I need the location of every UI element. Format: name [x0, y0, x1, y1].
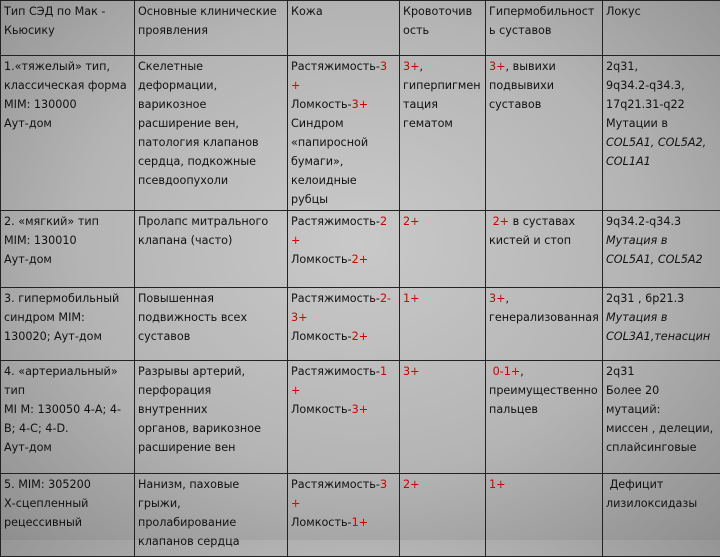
table-row [1, 211, 720, 288]
skin-cell: Растяжимость-3+ Ломкость-1+ [288, 474, 400, 557]
hypermobility-cell: 0-1+, преимущественно пальцев [486, 361, 603, 474]
header-hypermobility: Гипермобильност ь суставов [486, 1, 603, 56]
clinical-cell: Нанизм, паховые грыжи, пролабирование клапанов сердца [135, 474, 288, 557]
header-skin: Кожа [288, 1, 400, 56]
stretch-grade: 3+ [291, 478, 387, 510]
table-row [1, 361, 720, 474]
stretch-grade: 2+ [291, 215, 387, 247]
header-locus: Локус [603, 1, 720, 56]
bleeding-cell [400, 211, 486, 288]
header-bleeding: Кровоточив ость [400, 1, 486, 56]
bleeding-grade: 3+ [403, 60, 420, 73]
hypermobility-grade: 3+ [489, 60, 506, 73]
hypermobility-grade: 2+ [493, 215, 510, 228]
skin-cell: Растяжимость-2+ Ломкость-2+ [288, 211, 400, 288]
header-type: Тип СЭД по Мак - Кьюсику [1, 1, 135, 56]
bleeding-cell [400, 474, 486, 557]
bleeding-grade: 2+ [403, 478, 420, 491]
hypermobility-grade: 1+ [489, 478, 506, 491]
bleeding-grade: 2+ [403, 215, 420, 228]
skin-cell: Растяжимость-2- 3+ Ломкость-2+ [288, 288, 400, 361]
clinical-cell: Скелетные деформации, варикозное расширение вен, патология клапанов сердца, подкожные псевдоопухоли [135, 56, 288, 211]
type-cell: 2. «мягкий» тип MIM: 130010 Аут-дом [1, 211, 135, 288]
type-cell: 3. гипермобильный синдром MIM: 130020; Аут-дом [1, 288, 135, 361]
stretch-grade: 2- [380, 292, 391, 305]
stretch-grade: 3+ [291, 60, 387, 92]
skin-cell: Растяжимость-1+ Ломкость-3+ [288, 361, 400, 474]
type-cell: 1.«тяжелый» тип, классическая форма MIM: 130000 Аут-дом [1, 56, 135, 211]
bleeding-grade: 3+ [403, 365, 420, 378]
bleeding-cell [400, 361, 486, 474]
bleeding-cell [400, 288, 486, 361]
locus-cell: 9q34.2-q34.3 Мутация в COL5A1, COL5A2 [603, 211, 720, 288]
clinical-cell: Разрывы артерий, перфорация внутренних органов, варикозное расширение вен [135, 361, 288, 474]
fragility-grade: 3+ [352, 403, 369, 416]
skin-cell: Растяжимость-3+ Ломкость-3+ Синдром «папиросной бумаги», келоидные рубцы [288, 56, 400, 211]
clinical-cell: Пролапс митрального клапана (часто) [135, 211, 288, 288]
table-row [1, 474, 720, 557]
locus-cell: 2q31 , 6p21.3 Мутация в COL3A1,тенасцин [603, 288, 720, 361]
locus-cell: 2q31 Более 20 мутаций: миссен , делеции, сплайсинговые [603, 361, 720, 474]
fragility-grade: 3+ [352, 98, 369, 111]
hypermobility-cell: 3+, вывихи подвывихи суставов [486, 56, 603, 211]
fragility-grade: 2+ [352, 330, 369, 343]
hypermobility-grade: 0-1+ [493, 365, 521, 378]
locus-cell: Дефицит лизилоксидазы [603, 474, 720, 557]
clinical-cell: Повышенная подвижность всех суставов [135, 288, 288, 361]
type-cell: 4. «артериальный» тип MI M: 130050 4-А; 4- В; 4-С; 4-D. Аут-дом [1, 361, 135, 474]
table-row [1, 56, 720, 211]
table-row [1, 288, 720, 361]
stretch-grade-upper: 3+ [291, 311, 308, 324]
hypermobility-cell: 3+, генерализованная [486, 288, 603, 361]
stretch-grade: 1+ [291, 365, 387, 397]
bleeding-cell: 3+, гиперпигмен тация гематом [400, 56, 486, 211]
header-clinical: Основные клинические проявления [135, 1, 288, 56]
hypermobility-grade: 3+ [489, 292, 506, 305]
bleeding-grade: 1+ [403, 292, 420, 305]
locus-cell: 2q31, 9q34.2-q34.3, 17q21.31-q22 Мутации в COL5A1, COL5A2, COL1A1 [603, 56, 720, 211]
hypermobility-cell [486, 474, 603, 557]
fragility-grade: 1+ [352, 516, 369, 529]
hypermobility-cell: 2+ в суставах кистей и стоп [486, 211, 603, 288]
fragility-grade: 2+ [352, 253, 369, 266]
table-header-row [1, 1, 720, 56]
type-cell: 5. MIM: 305200 Х-сцепленный рецессивный [1, 474, 135, 557]
